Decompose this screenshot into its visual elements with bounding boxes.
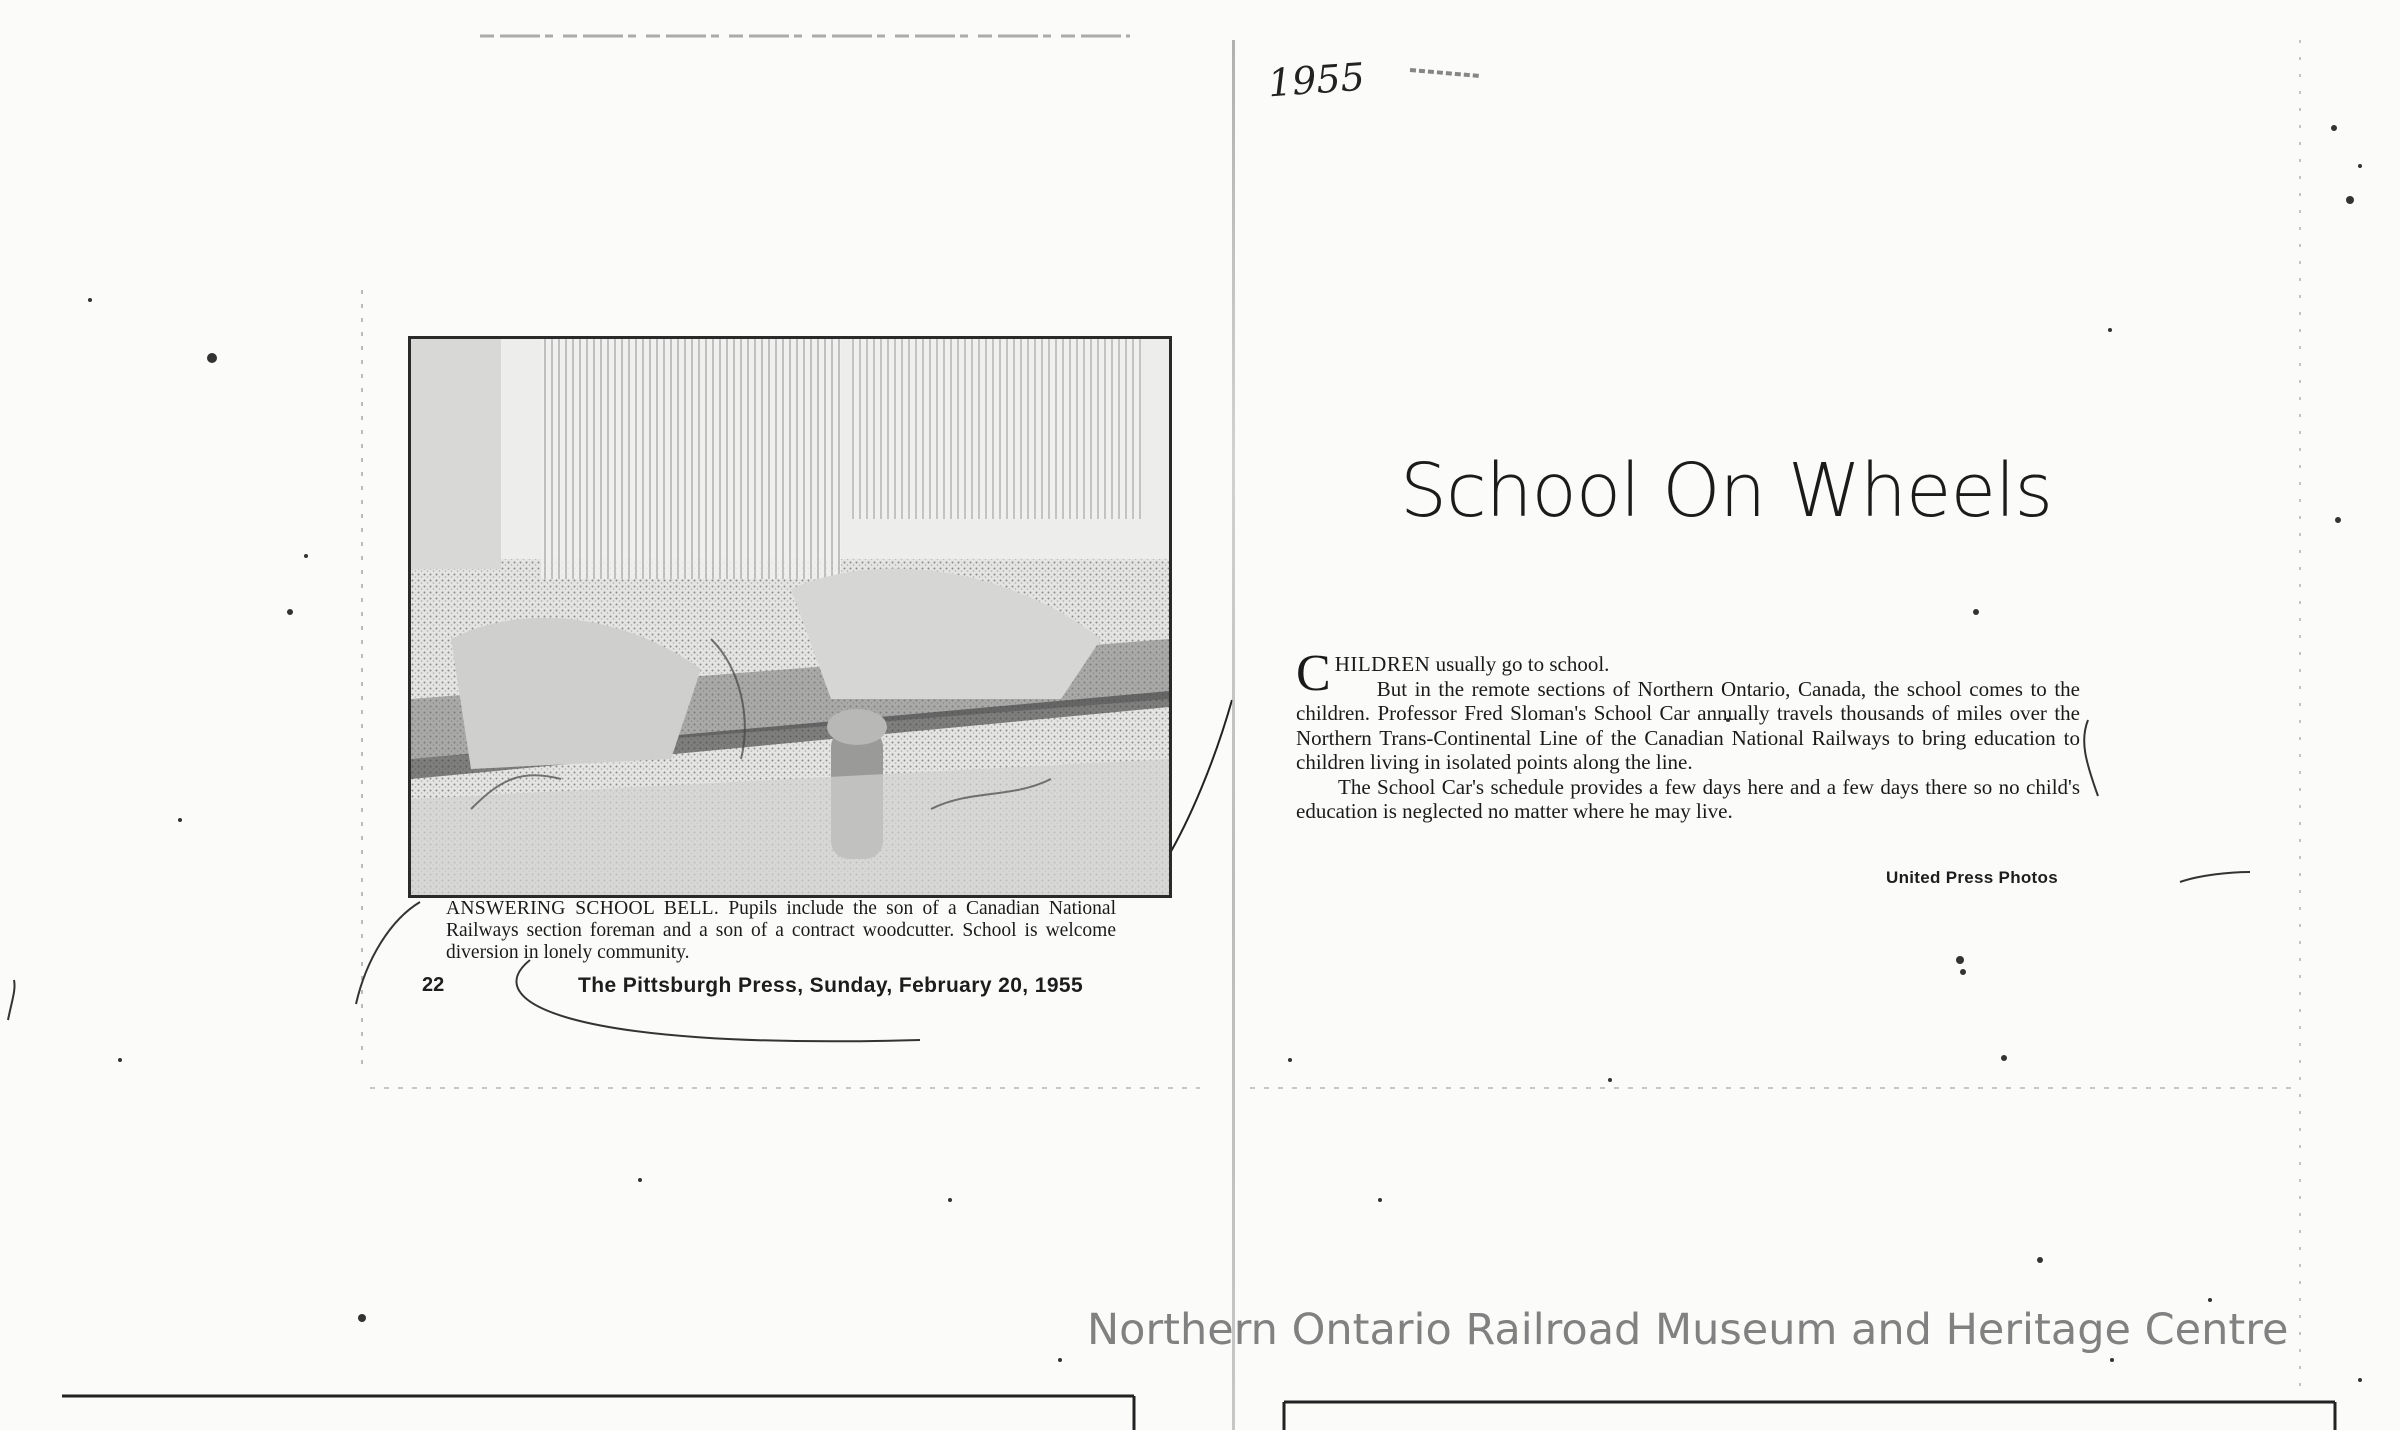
photo-credit: United Press Photos <box>1886 868 2058 887</box>
photo-caption <box>446 898 1116 964</box>
lead-rest: usually go to school. <box>1435 652 1610 676</box>
caption-text: Pupils include the son of a Canadian National Railways section foreman and a son of a contract woodcutter. School is welcome diversion in lonely community. <box>446 898 1117 963</box>
publication-dateline: The Pittsburgh Press, Sunday, February 20, 1955 <box>578 974 1084 997</box>
handwritten-year: 1955 <box>1266 54 1367 106</box>
center-fold <box>1232 40 1235 1430</box>
article-lead <box>1296 645 2080 702</box>
page-number: 22 <box>422 974 445 996</box>
article-headline: School On Wheels <box>1400 448 2053 534</box>
article-paragraph: The School Car's schedule provides a few days here and a few days there so no child's education is neglected no matter where he may live. <box>1296 774 2080 823</box>
article-body <box>1296 645 2080 824</box>
lead-first-word: HILDREN <box>1334 652 1431 676</box>
caption-headline: ANSWERING SCHOOL BELL. <box>446 898 720 919</box>
drop-cap: C <box>1296 645 1331 702</box>
news-photo <box>408 336 1172 898</box>
article-paragraph: But in the remote sections of Northern Ontario, Canada, the school comes to the children. Professor Fred Sloman's School Car annually travels thousands of miles over the Northern Trans-Continental Line of the Canadian National Railways to bring education to children living in isolated points along the line. <box>1296 676 2080 774</box>
museum-watermark: Northern Ontario Railroad Museum and Heritage Centre <box>1087 1305 2289 1355</box>
